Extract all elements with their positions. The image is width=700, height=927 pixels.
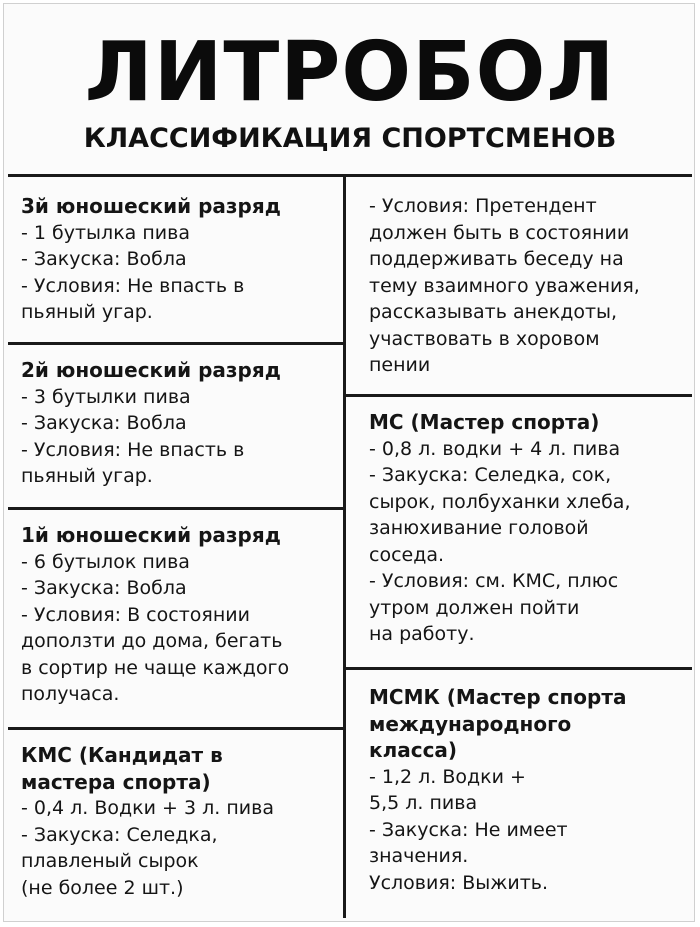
rank-line: пении: [369, 354, 431, 376]
rank-line: пьяный угар.: [21, 465, 153, 487]
rank-line: - Условия: Не впасть в: [21, 438, 245, 461]
rank-line: должен быть в состоянии: [369, 221, 630, 244]
rank-line: (не более 2 шт.): [21, 876, 184, 899]
rank-title: мастера спорта): [21, 769, 211, 794]
page-title: ЛИТРОБОЛ: [84, 25, 616, 120]
rank-kms: [21, 742, 274, 901]
rank-line: - Условия: Претендент: [369, 195, 597, 217]
rank-title: МС (Мастер спорта): [369, 410, 600, 434]
rank-line: - Условия: Не впасть в: [21, 274, 245, 297]
rank-kms-conditions: [369, 193, 640, 379]
rank-line: в сортир не чаще каждого: [21, 656, 290, 679]
rank-line: занюхивание головой: [369, 517, 589, 539]
column-divider: [343, 174, 346, 918]
rank-title: 2й юношеский разряд: [21, 358, 281, 382]
rank-line: поддерживать беседу на: [369, 248, 624, 270]
rank-title: КМС (Кандидат в: [21, 743, 223, 767]
rank-line: плавленый сырок: [21, 850, 199, 872]
rank-line: - Закуска: Селедка, сок,: [369, 464, 612, 486]
rank-line: сырок, полбуханки хлеба,: [369, 490, 631, 513]
rank-line: - 6 бутылок пива: [21, 550, 190, 573]
left-rule-3: [8, 727, 343, 730]
rank-line: тему взаимного уважения,: [369, 274, 640, 297]
rank-line: 5,5 л. пива: [369, 792, 478, 814]
rank-line: - Условия: В состоянии: [21, 603, 250, 626]
rank-title: международного: [369, 711, 572, 736]
rank-line: - 1 бутылка пива: [21, 221, 190, 244]
rank-line: - Закуска: Вобла: [21, 412, 187, 434]
rank-msmk: [369, 684, 626, 896]
rank-line: доползти до дома, бегать: [21, 630, 283, 652]
rank-line: - Закуска: Вобла: [21, 248, 187, 270]
rank-line: - Закуска: Вобла: [21, 577, 187, 599]
rank-title: 3й юношеский разряд: [21, 194, 281, 218]
rank-youth-2: [21, 357, 281, 490]
rank-line: пьяный угар.: [21, 301, 153, 323]
rank-line: - Закуска: Не имеет: [369, 818, 568, 841]
left-rule-2: [8, 507, 343, 510]
rank-youth-3: [21, 193, 281, 326]
rank-line: - Закуска: Селедка,: [21, 823, 218, 846]
rank-line: рассказывать анекдоты,: [369, 301, 618, 323]
rank-line: - Условия: см. КМС, плюс: [369, 570, 619, 592]
rank-line: значения.: [369, 845, 469, 867]
rank-line: Условия: Выжить.: [369, 871, 549, 894]
rank-title: 1й юношеский разряд: [21, 523, 281, 547]
rank-line: соседа.: [369, 543, 445, 566]
rank-title: МСМК (Мастер спорта: [369, 685, 627, 709]
table-top-rule: [8, 174, 692, 177]
rank-ms: [369, 409, 631, 648]
rank-line: утром должен пойти: [369, 596, 580, 619]
rank-title: класса): [369, 738, 458, 762]
rank-line: - 1,2 л. Водки +: [369, 765, 526, 788]
rank-line: - 0,8 л. водки + 4 л. пива: [369, 437, 621, 460]
rank-line: на работу.: [369, 623, 475, 645]
rank-line: - 0,4 л. Водки + 3 л. пива: [21, 797, 274, 819]
page-subtitle: КЛАССИФИКАЦИЯ СПОРТСМЕНОВ: [83, 123, 617, 154]
rank-line: получаса.: [21, 683, 120, 705]
left-rule-1: [8, 342, 343, 345]
rank-youth-1: [21, 522, 289, 708]
right-rule-1: [346, 394, 692, 397]
rank-line: - 3 бутылки пива: [21, 385, 191, 408]
right-rule-2: [346, 667, 692, 670]
rank-line: участвовать в хоровом: [369, 327, 600, 350]
